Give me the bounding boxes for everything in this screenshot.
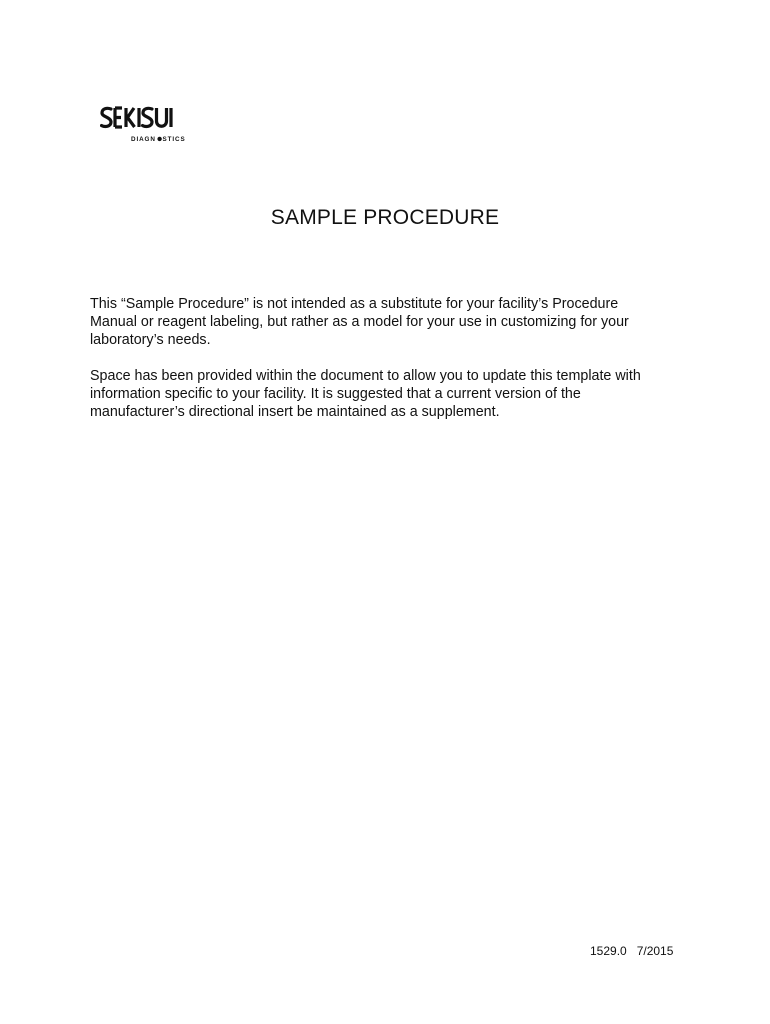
paragraph-line: This “Sample Procedure” is not intended as a substitute for your facility’s Procedure — [90, 296, 619, 312]
paragraph-line: information specific to your facility. It is suggested that a current version of the — [90, 386, 581, 402]
sekisui-logo — [100, 104, 210, 148]
paragraph-line: laboratory’s needs. — [90, 332, 211, 348]
intro-paragraph — [90, 295, 690, 349]
template-note-paragraph — [90, 367, 690, 421]
svg-text:STICS: STICS — [162, 136, 186, 143]
svg-text:DIAGN: DIAGN — [131, 136, 156, 143]
paragraph-line: Manual or reagent labeling, but rather as a model for your use in customizing for your — [90, 314, 629, 330]
paragraph-line: Space has been provided within the document to allow you to update this template with — [90, 368, 641, 384]
document-title: SAMPLE PROCEDURE — [270, 206, 500, 229]
paragraph-line: manufacturer’s directional insert be maintained as a supplement. — [90, 404, 500, 420]
document-revision-code: 1529.0 7/2015 — [590, 944, 674, 958]
